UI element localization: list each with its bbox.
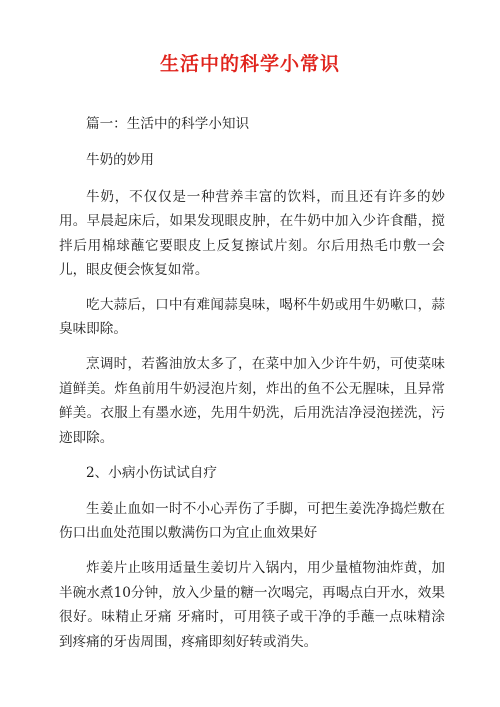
paragraph: 牛奶，不仅仅是一种营养丰富的饮料，而且还有许多的妙 用。早晨起床后，如果发现眼皮肿，在牛奶中加入少许食醋，搅 拌后用棉球蘸它要眼皮上反复擦试片刻。尔后用热毛巾敷一会 儿，眼皮便会恢复如常。 — [59, 188, 445, 279]
document-body — [59, 112, 445, 665]
paragraph: 炸姜片止咳用适量生姜切片入锅内，用少量植物油炸黄，加 半碗水煮10分钟，放入少量的糖一次喝完，再喝点白开水，效果 很好。味精止牙痛 牙痛时，可用筷子或干净的手蘸一点味精涂 到疼痛的牙齿周围，疼痛即刻好转或消失。 — [59, 560, 445, 650]
subsection-heading: 牛奶的妙用 — [86, 152, 154, 169]
subsection-heading: 2、小病小伤试试自疗 — [86, 464, 217, 481]
section-heading: 篇一：生活中的科学小知识 — [86, 116, 250, 132]
paragraph: 吃大蒜后，口中有难闻蒜臭味，喝杯牛奶或用牛奶嗽口，蒜 臭味即除。 — [59, 297, 445, 338]
paragraph: 烹调时，若酱油放太多了，在菜中加入少许牛奶，可使菜味 道鲜美。炸鱼前用牛奶浸泡片刻，炸出的鱼不公无腥味，且异常 鲜美。衣服上有墨水迹，先用牛奶洗，后用洗洁净浸泡搓洗，污 迹即除。 — [59, 356, 445, 446]
paragraph: 生姜止血如一时不小心弄伤了手脚，可把生姜洗净捣烂敷在 伤口出血处范围以敷满伤口为宜止血效果好 — [59, 501, 445, 542]
document-title: 生活中的科学小常识 — [159, 53, 340, 75]
